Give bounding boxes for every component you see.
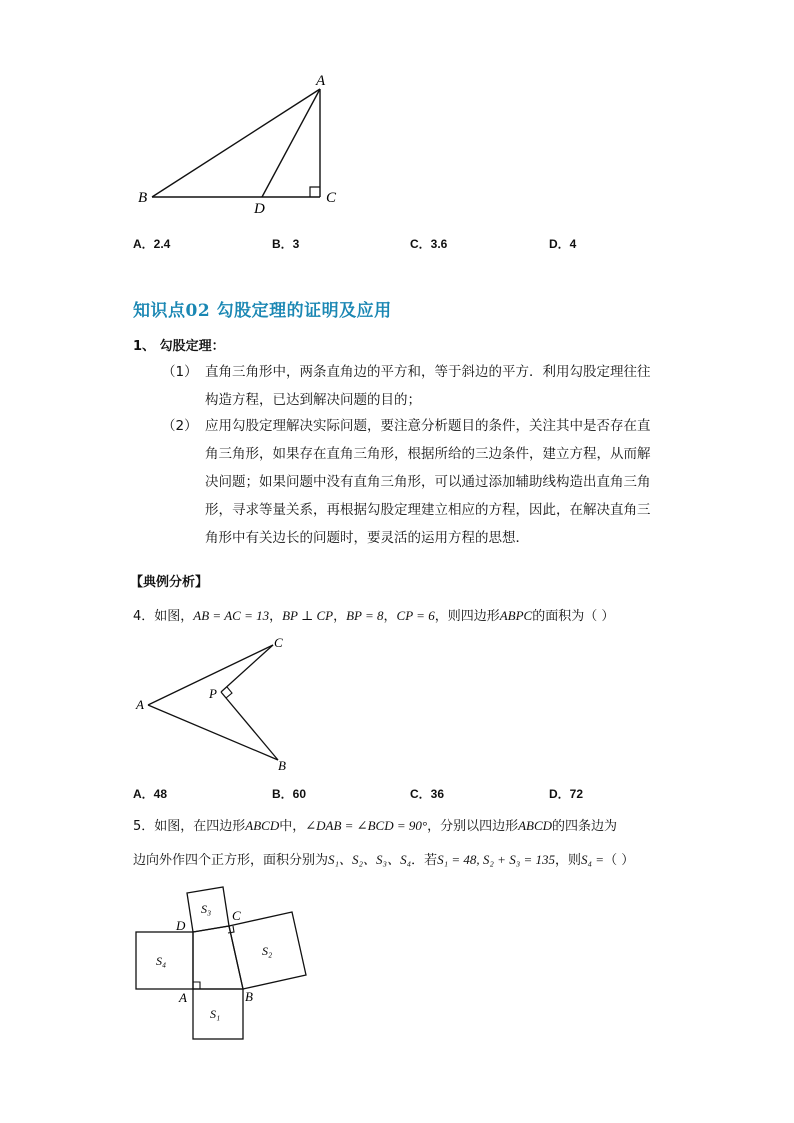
q5-quad-2: ABCD: [518, 818, 553, 833]
q4-option-c: C．36: [410, 787, 445, 801]
label-a: A: [316, 73, 326, 89]
point1-item2-line1: 应用勾股定理解决实际问题，要注意分析题目的条件，关注其中是否存在直: [205, 418, 651, 434]
label-s4: S₄: [156, 954, 167, 968]
point1-item1-num: （1）: [162, 364, 198, 380]
q4-cond1: AB = AC = 13: [193, 608, 270, 623]
q5-quad-1: ABCD: [245, 818, 280, 833]
point1-heading: 1、 勾股定理：: [133, 339, 225, 354]
figure-triangle-abcd: [130, 65, 350, 220]
point1-item2-line5: 角形中有关边长的问题时，要灵活的运用方程的思想．: [205, 530, 529, 546]
q4-sep1: ，: [269, 609, 283, 624]
q5-angle: ∠DAB = ∠BCD = 90°: [305, 818, 428, 833]
point1-item2-line2: 角三角形，如果存在直角三角形，根据所给的三边条件，建立方程，从而解: [205, 446, 651, 462]
q4-quad: ABPC: [499, 608, 533, 623]
q5-line1-mid: 中，: [279, 819, 306, 834]
q5-ask: S₄ =: [581, 852, 605, 867]
label-c: C: [326, 190, 337, 206]
q3-option-a: A．2.4: [133, 237, 171, 251]
q5-line2-mid2: ，则: [555, 853, 582, 868]
point1-item2-line4: 形，寻求等量关系，再根据勾股定理建立相应的方程，因此，在解决直角三: [205, 502, 651, 518]
q5-line1-suffix: 的四条边为: [552, 819, 618, 834]
q4-mid: ，则四边形: [434, 609, 500, 624]
q5-given: S₁ = 48, S₂ + S₃ = 135: [437, 852, 556, 867]
point1-item2-num: （2）: [162, 418, 198, 434]
q5-line1: [133, 815, 617, 834]
point1-item2-line3: 决问题；如果问题中没有直角三角形，可以通过添加辅助线构造出直角三角: [205, 474, 651, 490]
label-b: B: [138, 190, 148, 206]
quadrilateral-abcd: [193, 926, 243, 989]
label-b: B: [245, 989, 253, 1004]
q4-suffix: 的面积为（ ）: [532, 609, 615, 624]
q4-prefix: 4．如图，: [133, 609, 194, 624]
q4-cond4: CP = 6: [396, 608, 435, 623]
section-title: 知识点02 勾股定理的证明及应用: [133, 301, 392, 321]
label-a: A: [136, 697, 144, 712]
q3-option-b: B．3: [272, 237, 300, 251]
segment-ab: [152, 89, 320, 197]
q5-line2-prefix: 边向外作四个正方形，面积分别为: [133, 853, 329, 868]
q4-option-b: B．60: [272, 787, 307, 801]
right-angle-mark-c: [310, 187, 320, 197]
point1-item1-line2: 构造方程，已达到解决问题的目的；: [205, 392, 421, 408]
q4-sep2: ，: [333, 609, 347, 624]
label-s3: S₃: [201, 902, 212, 916]
label-a: A: [179, 990, 187, 1005]
label-b: B: [278, 758, 286, 773]
q3-option-d: D．4: [549, 237, 577, 251]
right-angle-mark-a: [193, 982, 200, 989]
q3-option-c: C．3.6: [410, 237, 448, 251]
segment-ad: [262, 89, 320, 197]
q5-line2: [133, 849, 634, 868]
label-s2: S₂: [262, 944, 273, 958]
q5-line2-mid: ．若: [411, 853, 438, 868]
q4-cond2: BP ⊥ CP: [282, 608, 334, 623]
label-c: C: [274, 635, 283, 650]
segment-pb: [221, 692, 278, 760]
q4-option-a: A．48: [133, 787, 168, 801]
q4-cond3: BP = 8: [346, 608, 384, 623]
q4-text: [133, 605, 614, 624]
label-s1: S₁: [210, 1007, 221, 1021]
q5-areas: S₁、S₂、S₃、S₄: [328, 852, 412, 867]
segment-ab: [148, 705, 278, 760]
label-d: D: [176, 918, 186, 933]
q5-line2-suffix: （ ）: [604, 853, 635, 868]
point1-item1-line1: 直角三角形中，两条直角边的平方和，等于斜边的平方．利用勾股定理往往: [205, 364, 651, 380]
figure-quadrilateral-abpc: [130, 632, 300, 777]
label-d: D: [254, 201, 265, 217]
q5-line1-mid2: ，分别以四边形: [427, 819, 519, 834]
point1-item1-text: [205, 358, 675, 414]
segment-pc: [221, 645, 273, 692]
example-heading: 【典例分析】: [130, 575, 209, 590]
right-angle-mark-p: [226, 687, 232, 698]
label-p: P: [209, 686, 217, 701]
q4-sep3: ，: [383, 609, 397, 624]
q4-option-d: D．72: [549, 787, 584, 801]
label-c: C: [232, 908, 241, 923]
figure-four-squares: [125, 880, 320, 1050]
q5-line1-prefix: 5．如图，在四边形: [133, 819, 246, 834]
point1-item2-text: [205, 412, 675, 552]
